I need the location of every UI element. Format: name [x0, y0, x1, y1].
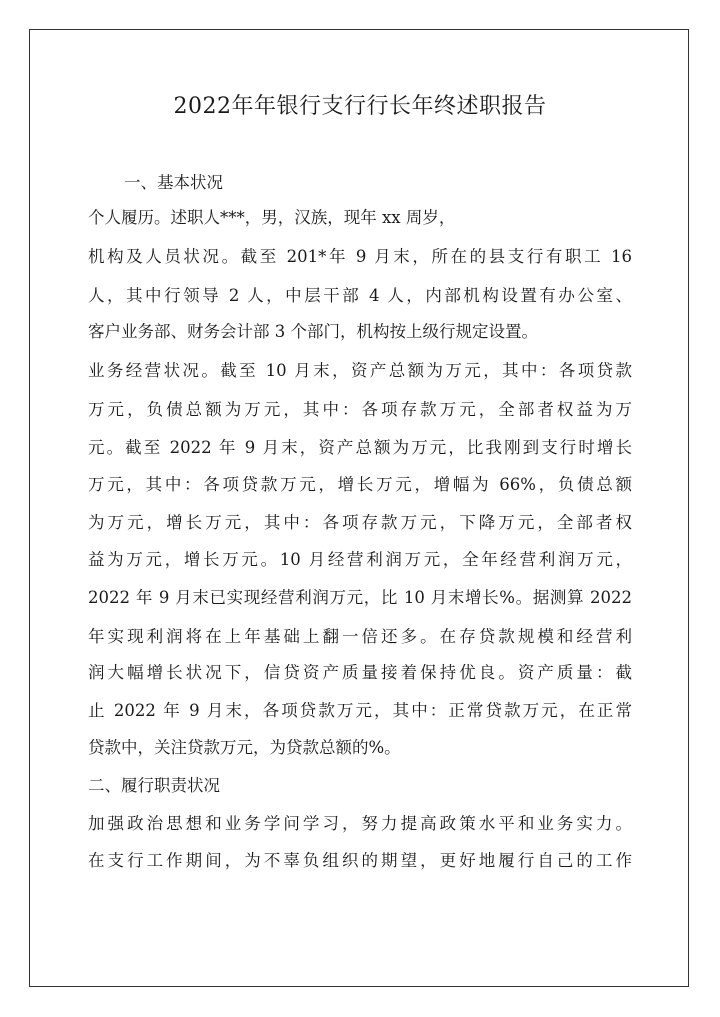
paragraph-line: 为万元，增长万元，其中：各项存款万元，下降万元，全部者权 — [88, 513, 632, 532]
paragraph-line: 润大幅增长状况下，信贷资产质量接着保持优良。资产质量：截 — [88, 663, 632, 682]
paragraph-line: 元。截至 2022 年 9 月末，资产总额为万元，比我刚到支行时增长 — [88, 438, 632, 457]
paragraph-line: 加强政治思想和业务学问学习，努力提高政策水平和业务实力。 — [88, 814, 632, 833]
paragraph-line: 年实现利润将在上年基础上翻一倍还多。在存贷款规模和经营利 — [88, 627, 632, 646]
paragraph-line: 万元，负债总额为万元，其中：各项存款万元，全部者权益为万 — [88, 400, 632, 419]
paragraph-line: 万元，其中：各项贷款万元，增长万元，增幅为 66%，负债总额 — [88, 475, 632, 494]
paragraph-line: 2022 年 9 月末已实现经营利润万元，比 10 月末增长%。据测算 2022 — [88, 588, 632, 607]
paragraph-line: 贷款中，关注贷款万元，为贷款总额的%。 — [88, 738, 401, 757]
paragraph-line: 益为万元，增长万元。10 月经营利润万元，全年经营利润万元， — [88, 550, 632, 569]
section-heading-basic: 一、基本状况 — [124, 173, 223, 192]
paragraph-line: 业务经营状况。截至 10 月末，资产总额为万元，其中：各项贷款 — [88, 361, 632, 380]
paragraph-line: 客户业务部、财务会计部 3 个部门，机构按上级行规定设置。 — [88, 322, 538, 341]
paragraph-line: 人，其中行领导 2 人，中层干部 4 人，内部机构设置有办公室、 — [88, 286, 632, 305]
paragraph-line: 在支行工作期间，为不辜负组织的期望，更好地履行自己的工作 — [88, 851, 632, 870]
document-title: 2022年年银行支行行长年终述职报告 — [173, 94, 547, 119]
section-heading-duties: 二、履行职责状况 — [88, 776, 220, 795]
paragraph-line: 止 2022 年 9 月末，各项贷款万元，其中：正常贷款万元，在正常 — [88, 701, 632, 720]
paragraph-line: 个人履历。述职人***，男，汉族，现年 xx 周岁， — [88, 208, 456, 227]
paragraph-line: 机构及人员状况。截至 201*年 9 月末，所在的县支行有职工 16 — [88, 247, 632, 266]
